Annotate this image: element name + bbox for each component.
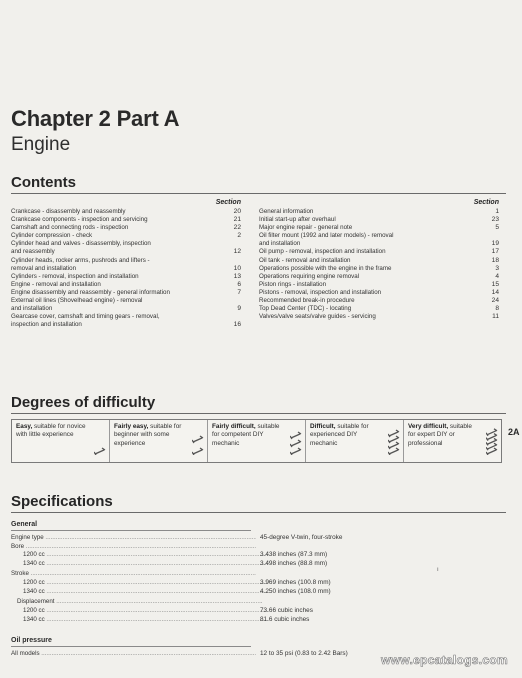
difficulty-heading: Degrees of difficulty — [11, 394, 156, 411]
toc-entry-title: Major engine repair - general note — [259, 224, 353, 232]
toc-entry-title: Oil tank - removal and installation — [259, 256, 351, 264]
difficulty-text: suitable for beginner with some experience — [114, 423, 182, 447]
toc-entry-title: Crankcase components - inspection and servicing — [11, 216, 148, 224]
spec-group-general-rule — [11, 530, 251, 531]
watermark-text: www.epcatalogs.com — [381, 653, 508, 667]
toc-entry-section-number: 15 — [491, 280, 499, 288]
toc-entry-title: External oil lines (Shovelhead engine) - removal and installation — [11, 297, 143, 313]
toc-entry-section-number: 23 — [491, 216, 499, 224]
spec-row — [11, 579, 501, 587]
toc-entry-section-number: 9 — [237, 305, 241, 313]
toc-entry — [11, 257, 241, 273]
difficulty-text: suitable for expert DIY or professional — [408, 423, 472, 447]
toc-entry-title: Operations requiring engine removal — [259, 272, 360, 280]
difficulty-description — [114, 423, 186, 448]
toc-entry-section-number: 20 — [233, 208, 241, 215]
toc-entry-section-number: 22 — [233, 224, 241, 232]
spec-label: 1340 cc ..... — [11, 560, 268, 568]
spec-group-general: General — [11, 521, 38, 528]
spec-row — [11, 570, 501, 578]
scan-mark: ı — [437, 567, 439, 573]
toc-entry-section-number: 12 — [233, 248, 241, 256]
spanner-icon — [94, 427, 106, 455]
toc-entry-section-number: 19 — [491, 240, 499, 248]
toc-entry — [11, 281, 241, 289]
spec-label: Bore ..... — [11, 543, 256, 551]
spec-row — [11, 543, 501, 551]
difficulty-label: Easy, — [16, 423, 33, 430]
spec-label: 1340 cc ..... — [11, 588, 268, 596]
toc-entry-title: Cylinder compression - check — [11, 232, 93, 240]
toc-entry-section-number: 5 — [495, 224, 499, 232]
difficulty-text: suitable for experienced DIY mechanic — [310, 423, 369, 447]
difficulty-description — [16, 423, 88, 440]
toc-entry — [11, 232, 241, 240]
toc-entry-title: Operations possible with the engine in the frame — [259, 264, 392, 272]
spec-label: All models ..... — [11, 650, 256, 658]
spec-row — [11, 607, 501, 615]
spec-value: 45-degree V-twin, four-stroke — [260, 534, 343, 541]
spec-row — [11, 560, 501, 568]
difficulty-description — [408, 423, 480, 448]
spec-label: Stroke ..... — [11, 570, 256, 578]
toc-left-section-header: Section — [215, 199, 241, 206]
toc-entry-section-number: 10 — [233, 264, 241, 272]
spec-row — [11, 534, 501, 542]
difficulty-text: suitable for competent DIY mechanic — [212, 423, 280, 447]
toc-entry — [259, 313, 499, 321]
chapter-title: Chapter 2 Part A — [11, 106, 180, 131]
toc-entry — [259, 273, 499, 281]
toc-entry-title: Gearcase cover, camshaft and timing gears - removal, inspection and installation — [11, 313, 160, 329]
difficulty-scale — [11, 419, 502, 463]
toc-entry-section-number: 18 — [491, 256, 499, 264]
toc-entry — [259, 216, 499, 224]
spec-group-oil-pressure-rule — [11, 646, 251, 647]
spanner-icon — [388, 427, 400, 455]
spanner-icon — [192, 427, 204, 455]
toc-entry — [259, 265, 499, 273]
spec-value: 4.250 inches (108.0 mm) — [260, 588, 331, 595]
toc-entry-section-number: 17 — [491, 248, 499, 256]
toc-entry-title: Oil pump - removal, inspection and installation — [259, 248, 386, 256]
spec-group-oil-pressure: Oil pressure — [11, 637, 52, 644]
difficulty-label: Fairly difficult, — [212, 423, 256, 430]
toc-entry-title: Initial start-up after overhaul — [259, 216, 336, 224]
toc-entry-title: Oil filter mount (1992 and later models) - removal and installation — [259, 232, 394, 248]
toc-entry-title: Valves/valve seats/valve guides - servicing — [259, 313, 376, 321]
toc-entry — [259, 248, 499, 256]
toc-right-section-header: Section — [473, 199, 499, 206]
toc-entry — [259, 232, 499, 248]
spec-row — [11, 551, 501, 559]
difficulty-rule — [11, 413, 506, 414]
difficulty-label: Very difficult, — [408, 423, 449, 430]
toc-entry-title: Cylinders - removal, inspection and installation — [11, 272, 139, 280]
toc-entry-title: Crankcase - disassembly and reassembly — [11, 208, 126, 215]
spec-row — [11, 616, 501, 624]
toc-entry — [259, 305, 499, 313]
spec-label: 1200 cc ..... — [11, 579, 268, 587]
toc-entry-section-number: 1 — [495, 208, 499, 215]
toc-entry — [11, 216, 241, 224]
toc-entry — [259, 224, 499, 232]
difficulty-level — [12, 420, 110, 462]
toc-right-column — [259, 198, 499, 321]
spec-row — [11, 588, 501, 596]
specifications-rule — [11, 512, 506, 513]
toc-left-list — [11, 208, 241, 329]
spec-label: 1340 cc ..... — [11, 616, 268, 624]
difficulty-description — [212, 423, 284, 448]
toc-entry-title: Cylinder head and valves - disassembly, inspection and reassembly — [11, 240, 151, 256]
spec-label: Engine type ..... — [11, 534, 256, 542]
spec-label: 1200 cc ..... — [11, 551, 268, 559]
spec-value: 12 to 35 psi (0.83 to 2.42 Bars) — [260, 650, 348, 657]
toc-entry-title: Camshaft and connecting rods - inspection — [11, 224, 129, 232]
contents-heading: Contents — [11, 174, 76, 191]
toc-entry-title: Top Dead Center (TDC) - locating — [259, 305, 352, 313]
chapter-tab: 2A — [508, 427, 520, 437]
toc-entry-section-number: 7 — [237, 288, 241, 296]
toc-entry-section-number: 8 — [495, 305, 499, 313]
toc-entry-title: General information — [259, 208, 314, 215]
toc-entry-title: Engine disassembly and reassembly - general information — [11, 288, 170, 296]
difficulty-level — [404, 420, 501, 462]
spec-label: 1200 cc ..... — [11, 607, 268, 615]
toc-entry-section-number: 11 — [492, 313, 499, 321]
chapter-subtitle: Engine — [11, 134, 71, 155]
spec-row — [11, 598, 501, 606]
toc-entry-title: Pistons - removal, inspection and installation — [259, 288, 382, 296]
toc-entry — [259, 281, 499, 289]
toc-entry — [11, 289, 241, 297]
spec-label: Displacement ..... — [11, 598, 262, 606]
toc-entry-section-number: 21 — [233, 216, 241, 224]
toc-entry-section-number: 2 — [237, 232, 241, 240]
toc-entry — [259, 289, 499, 297]
toc-entry-section-number: 6 — [237, 280, 241, 288]
toc-entry-title: Recommended break-in procedure — [259, 297, 355, 305]
contents-rule — [11, 193, 506, 194]
difficulty-level — [208, 420, 306, 462]
toc-entry — [259, 297, 499, 305]
toc-entry-title: Engine - removal and installation — [11, 280, 101, 288]
toc-entry-section-number: 3 — [495, 264, 499, 272]
toc-entry-section-number: 4 — [495, 272, 499, 280]
toc-entry-section-number: 16 — [233, 321, 241, 329]
toc-entry-title: Piston rings - installation — [259, 280, 327, 288]
toc-right-list — [259, 208, 499, 321]
difficulty-text: suitable for novice with little experience — [16, 423, 86, 439]
toc-entry-section-number: 13 — [233, 272, 241, 280]
specifications-heading: Specifications — [11, 493, 113, 510]
spec-value: 3.969 inches (100.8 mm) — [260, 579, 331, 586]
toc-left-column — [11, 198, 241, 329]
toc-entry — [11, 313, 241, 329]
spec-value: 73.66 cubic inches — [260, 607, 313, 614]
difficulty-label: Difficult, — [310, 423, 336, 430]
spec-value: 3.438 inches (87.3 mm) — [260, 551, 328, 558]
difficulty-description — [310, 423, 382, 448]
spanner-icon — [290, 427, 302, 455]
difficulty-level — [110, 420, 208, 462]
toc-entry-section-number: 24 — [491, 297, 499, 305]
spanner-icon — [486, 427, 498, 455]
spec-value: 3.498 inches (88.8 mm) — [260, 560, 328, 567]
toc-entry-section-number: 14 — [491, 288, 499, 296]
difficulty-level — [306, 420, 404, 462]
spec-value: 81.6 cubic inches — [260, 616, 310, 623]
toc-entry — [11, 273, 241, 281]
toc-entry — [11, 224, 241, 232]
toc-entry — [11, 297, 241, 313]
toc-entry — [259, 257, 499, 265]
toc-entry — [11, 208, 241, 216]
toc-entry-title: Cylinder heads, rocker arms, pushrods and lifters - removal and installation — [11, 256, 150, 272]
toc-entry — [11, 240, 241, 256]
toc-entry — [259, 208, 499, 216]
difficulty-label: Fairly easy, — [114, 423, 149, 430]
